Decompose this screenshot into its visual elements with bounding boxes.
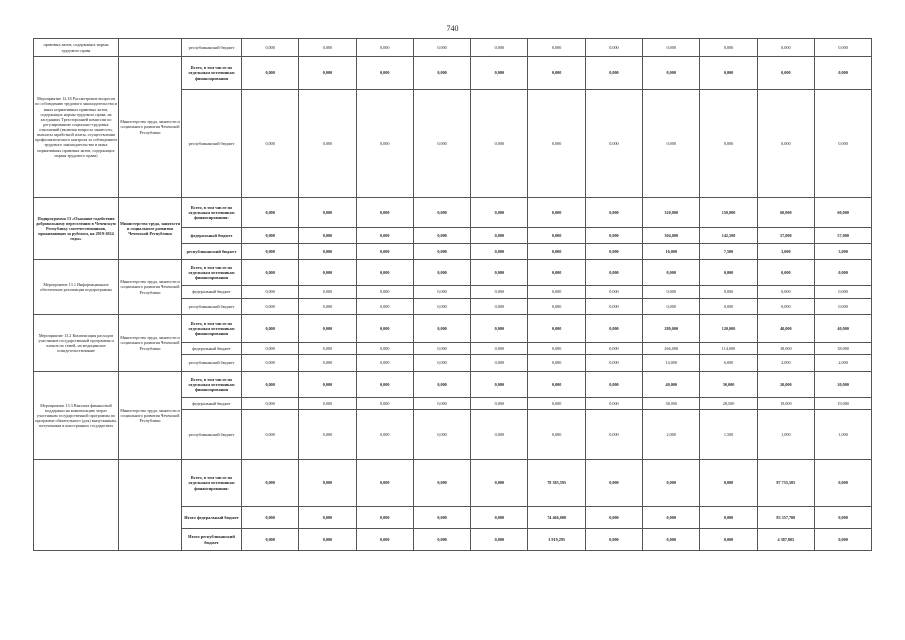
amount-cell: 0,000: [814, 39, 871, 57]
amount-cell: 0,000: [528, 372, 585, 398]
table-row: [34, 315, 872, 343]
amount-cell: 3,000: [757, 244, 814, 260]
table-row: [34, 39, 872, 57]
amount-cell: 0,000: [356, 372, 413, 398]
amount-cell: 0,000: [356, 355, 413, 372]
amount-cell: 0,000: [700, 39, 757, 57]
amount-cell: 20,000: [814, 372, 871, 398]
amount-cell: 0,000: [299, 57, 356, 90]
event-name-cell: правовых актов, содержащих нормы трудового права: [34, 39, 119, 57]
funding-source-cell: федеральный бюджет: [182, 286, 242, 299]
amount-cell: 0,000: [413, 90, 470, 198]
amount-cell: 0,000: [585, 57, 642, 90]
amount-cell: 7,500: [700, 244, 757, 260]
amount-cell: 0,000: [814, 507, 871, 529]
amount-cell: 0,000: [242, 372, 299, 398]
amount-cell: 0,000: [413, 372, 470, 398]
amount-cell: 2,000: [814, 355, 871, 372]
amount-cell: 0,000: [299, 198, 356, 228]
funding-source-cell: республиканский бюджет: [182, 299, 242, 315]
amount-cell: 0,000: [528, 244, 585, 260]
table-row: [34, 372, 872, 398]
amount-cell: 0,000: [528, 198, 585, 228]
amount-cell: 0,000: [585, 260, 642, 286]
funding-source-cell: Итого федеральный бюджет: [182, 507, 242, 529]
amount-cell: 0,000: [413, 410, 470, 460]
amount-cell: 0,000: [299, 244, 356, 260]
amount-cell: 14,000: [643, 355, 700, 372]
executor-cell: Министерство труда, занятости и социального развития Чеченской Республики: [119, 372, 182, 460]
amount-cell: 142,500: [700, 228, 757, 244]
amount-cell: 0,000: [528, 57, 585, 90]
amount-cell: 0,000: [299, 286, 356, 299]
amount-cell: 0,000: [356, 299, 413, 315]
amount-cell: 0,000: [643, 299, 700, 315]
funding-source-cell: республиканский бюджет: [182, 39, 242, 57]
amount-cell: 0,000: [299, 39, 356, 57]
funding-source-cell: Всего, в том числе по отдельным источникам финансирования: [182, 57, 242, 90]
amount-cell: 0,000: [413, 198, 470, 228]
amount-cell: 0,000: [413, 286, 470, 299]
amount-cell: 0,000: [413, 260, 470, 286]
amount-cell: 1,500: [700, 410, 757, 460]
amount-cell: 0,000: [585, 299, 642, 315]
event-name-cell: Мероприятие 12.18 Рассмотрение вопросов по соблюдению трудового законодательства и иных нормативных правовых актов, содержащих нормы трудового права, на заседаниях Трехсторонней комиссии по регулированию социально-трудовых отношений (включая вопросы занятости, выплаты заработной платы, осуществления профилактического контроля за соблюдением трудового законодательства и иных нормативных правовых актов, содержащих нормы трудового права): [34, 57, 119, 198]
amount-cell: 74 466,000: [528, 507, 585, 529]
amount-cell: 0,000: [585, 372, 642, 398]
amount-cell: 150,000: [700, 198, 757, 228]
event-name-cell: Мероприятие 13.2 Компенсация расходов участников государственной программы и членов их семей, на медицинское освидетельствование: [34, 315, 119, 372]
funding-source-cell: республиканский бюджет: [182, 355, 242, 372]
amount-cell: 38,000: [814, 343, 871, 355]
amount-cell: 120,000: [700, 315, 757, 343]
funding-source-cell: федеральный бюджет: [182, 343, 242, 355]
amount-cell: 0,000: [299, 372, 356, 398]
amount-cell: 0,000: [356, 57, 413, 90]
amount-cell: 0,000: [242, 39, 299, 57]
amount-cell: 0,000: [299, 410, 356, 460]
amount-cell: 0,000: [700, 299, 757, 315]
funding-source-cell: Всего, в том числе по отдельным источникам финансирования: [182, 260, 242, 286]
amount-cell: 2,000: [757, 355, 814, 372]
amount-cell: 0,000: [242, 355, 299, 372]
funding-source-cell: республиканский бюджет: [182, 410, 242, 460]
amount-cell: 0,000: [299, 398, 356, 410]
amount-cell: 87 755,505: [757, 460, 814, 507]
amount-cell: 0,000: [700, 529, 757, 551]
budget-table: [33, 38, 872, 551]
amount-cell: 0,000: [700, 260, 757, 286]
executor-cell: Министерство труда, занятости и социального развития Чеченской Республики: [119, 198, 182, 260]
funding-source-cell: Всего, в том числе по отдельным источникам финансирования:: [182, 460, 242, 507]
amount-cell: 0,000: [585, 244, 642, 260]
amount-cell: 0,000: [585, 315, 642, 343]
amount-cell: 0,000: [413, 315, 470, 343]
table-row: [34, 460, 872, 507]
executor-cell: Министерство труда, занятости и социального развития Чеченской Республики: [119, 260, 182, 315]
amount-cell: 19,000: [814, 398, 871, 410]
amount-cell: 0,000: [700, 286, 757, 299]
amount-cell: 0,000: [700, 460, 757, 507]
amount-cell: 40,000: [757, 315, 814, 343]
amount-cell: 2,000: [643, 410, 700, 460]
amount-cell: 0,000: [528, 315, 585, 343]
amount-cell: 0,000: [356, 507, 413, 529]
amount-cell: 320,000: [643, 198, 700, 228]
funding-source-cell: Всего, в том числе по отдельным источникам финансирования: [182, 372, 242, 398]
amount-cell: 0,000: [471, 460, 528, 507]
amount-cell: 0,000: [242, 460, 299, 507]
amount-cell: 0,000: [585, 529, 642, 551]
page-number: 740: [446, 24, 459, 33]
amount-cell: 0,000: [643, 507, 700, 529]
amount-cell: 0,000: [299, 355, 356, 372]
amount-cell: 0,000: [471, 315, 528, 343]
funding-source-cell: федеральный бюджет: [182, 398, 242, 410]
amount-cell: 0,000: [242, 198, 299, 228]
amount-cell: 0,000: [413, 39, 470, 57]
amount-cell: 304,000: [643, 228, 700, 244]
amount-cell: 0,000: [299, 315, 356, 343]
amount-cell: 0,000: [299, 90, 356, 198]
funding-source-cell: республиканский бюджет: [182, 90, 242, 198]
amount-cell: 0,000: [471, 260, 528, 286]
amount-cell: 0,000: [757, 57, 814, 90]
amount-cell: 0,000: [528, 398, 585, 410]
amount-cell: 0,000: [757, 299, 814, 315]
table-row: [34, 198, 872, 228]
amount-cell: 0,000: [814, 286, 871, 299]
amount-cell: 0,000: [471, 39, 528, 57]
amount-cell: 0,000: [757, 39, 814, 57]
amount-cell: 0,000: [299, 529, 356, 551]
amount-cell: 0,000: [471, 398, 528, 410]
amount-cell: 0,000: [356, 260, 413, 286]
amount-cell: 0,000: [757, 90, 814, 198]
amount-cell: 0,000: [356, 460, 413, 507]
amount-cell: 0,000: [585, 398, 642, 410]
amount-cell: 0,000: [242, 244, 299, 260]
amount-cell: 28,500: [700, 398, 757, 410]
amount-cell: 0,000: [413, 228, 470, 244]
amount-cell: 0,000: [585, 228, 642, 244]
amount-cell: 0,000: [643, 260, 700, 286]
amount-cell: 0,000: [585, 286, 642, 299]
amount-cell: 0,000: [471, 57, 528, 90]
amount-cell: 38,000: [757, 343, 814, 355]
amount-cell: 0,000: [299, 343, 356, 355]
amount-cell: 0,000: [471, 198, 528, 228]
funding-source-cell: федеральный бюджет: [182, 228, 242, 244]
amount-cell: 0,000: [356, 315, 413, 343]
amount-cell: 0,000: [528, 299, 585, 315]
amount-cell: 0,000: [471, 299, 528, 315]
amount-cell: 0,000: [242, 57, 299, 90]
amount-cell: 57,000: [757, 228, 814, 244]
amount-cell: 0,000: [242, 343, 299, 355]
amount-cell: 0,000: [356, 198, 413, 228]
amount-cell: 0,000: [413, 460, 470, 507]
amount-cell: 30,000: [700, 372, 757, 398]
amount-cell: 40,000: [814, 315, 871, 343]
amount-cell: 0,000: [585, 507, 642, 529]
funding-source-cell: республиканский бюджет: [182, 244, 242, 260]
amount-cell: 0,000: [757, 260, 814, 286]
amount-cell: 0,000: [585, 343, 642, 355]
amount-cell: 0,000: [413, 529, 470, 551]
amount-cell: 280,000: [643, 315, 700, 343]
amount-cell: 0,000: [643, 57, 700, 90]
amount-cell: 0,000: [585, 460, 642, 507]
event-name-cell: Мероприятие 13.3 Выплата финансовой поддержки на компенсацию затрат участникам государственной программы по программе обязательного (для) выпускникам, полученным в иностранных государствах: [34, 372, 119, 460]
amount-cell: 0,000: [814, 57, 871, 90]
amount-cell: 0,000: [413, 299, 470, 315]
amount-cell: 0,000: [528, 228, 585, 244]
amount-cell: 0,000: [585, 355, 642, 372]
amount-cell: 0,000: [700, 57, 757, 90]
amount-cell: 0,000: [814, 529, 871, 551]
amount-cell: 0,000: [471, 507, 528, 529]
amount-cell: 0,000: [814, 460, 871, 507]
amount-cell: 0,000: [757, 286, 814, 299]
funding-source-cell: Итого республиканский бюджет: [182, 529, 242, 551]
executor-cell: [119, 460, 182, 551]
amount-cell: 0,000: [471, 372, 528, 398]
amount-cell: 0,000: [700, 507, 757, 529]
amount-cell: 0,000: [299, 460, 356, 507]
amount-cell: 20,000: [757, 372, 814, 398]
amount-cell: 78 385,595: [528, 460, 585, 507]
amount-cell: 0,000: [643, 90, 700, 198]
amount-cell: 0,000: [471, 355, 528, 372]
amount-cell: 0,000: [356, 228, 413, 244]
amount-cell: 6,000: [700, 355, 757, 372]
amount-cell: 0,000: [814, 299, 871, 315]
amount-cell: 0,000: [356, 410, 413, 460]
amount-cell: 0,000: [643, 39, 700, 57]
executor-cell: [119, 39, 182, 57]
amount-cell: 0,000: [471, 410, 528, 460]
amount-cell: 1,000: [814, 410, 871, 460]
amount-cell: 0,000: [413, 398, 470, 410]
funding-source-cell: Всего, в том числе по отдельным источникам финансирования:: [182, 198, 242, 228]
amount-cell: 83 357,700: [757, 507, 814, 529]
amount-cell: 0,000: [299, 507, 356, 529]
amount-cell: 0,000: [242, 410, 299, 460]
amount-cell: 0,000: [413, 57, 470, 90]
amount-cell: 60,000: [757, 198, 814, 228]
amount-cell: 40,000: [643, 372, 700, 398]
amount-cell: 0,000: [242, 90, 299, 198]
amount-cell: 0,000: [528, 260, 585, 286]
table-row: [34, 260, 872, 286]
amount-cell: 0,000: [242, 299, 299, 315]
amount-cell: 0,000: [242, 398, 299, 410]
amount-cell: 19,000: [757, 398, 814, 410]
amount-cell: 0,000: [643, 286, 700, 299]
amount-cell: 0,000: [356, 286, 413, 299]
funding-source-cell: Всего, в том числе по отдельным источникам финансирования: [182, 315, 242, 343]
amount-cell: 0,000: [814, 260, 871, 286]
amount-cell: 0,000: [471, 343, 528, 355]
amount-cell: 0,000: [471, 529, 528, 551]
amount-cell: 0,000: [585, 39, 642, 57]
amount-cell: 3,000: [814, 244, 871, 260]
amount-cell: 0,000: [528, 343, 585, 355]
event-name-cell: Мероприятие 13.1 Информационное обеспечение реализации подпрограммы: [34, 260, 119, 315]
amount-cell: 0,000: [471, 286, 528, 299]
amount-cell: 0,000: [528, 90, 585, 198]
amount-cell: 0,000: [356, 244, 413, 260]
amount-cell: 0,000: [471, 244, 528, 260]
amount-cell: 0,000: [356, 39, 413, 57]
amount-cell: 0,000: [528, 355, 585, 372]
amount-cell: 0,000: [242, 260, 299, 286]
table-row: [34, 57, 872, 90]
amount-cell: 16,000: [643, 244, 700, 260]
event-name-cell: [34, 460, 119, 551]
amount-cell: 57,000: [814, 228, 871, 244]
amount-cell: 60,000: [814, 198, 871, 228]
amount-cell: 0,000: [643, 460, 700, 507]
amount-cell: 0,000: [585, 198, 642, 228]
amount-cell: 0,000: [471, 90, 528, 198]
event-name-cell: Подпрограмма 13 «Оказание содействия добровольному переселению в Чеченскую Республику соотечественников, проживающих за рубежом, на 2019-2024 годы»: [34, 198, 119, 260]
amount-cell: 0,000: [643, 529, 700, 551]
amount-cell: 0,000: [585, 410, 642, 460]
amount-cell: 0,000: [299, 299, 356, 315]
amount-cell: 1,000: [757, 410, 814, 460]
amount-cell: 0,000: [299, 228, 356, 244]
amount-cell: 38,000: [643, 398, 700, 410]
amount-cell: 0,000: [242, 228, 299, 244]
amount-cell: 0,000: [471, 228, 528, 244]
amount-cell: 0,000: [814, 90, 871, 198]
amount-cell: 0,000: [413, 343, 470, 355]
executor-cell: Министерство труда, занятости и социального развития Чеченской Республики: [119, 57, 182, 198]
amount-cell: 4 387,805: [757, 529, 814, 551]
amount-cell: 0,000: [356, 529, 413, 551]
amount-cell: 0,000: [356, 398, 413, 410]
amount-cell: 0,000: [700, 90, 757, 198]
amount-cell: 0,000: [413, 507, 470, 529]
amount-cell: 266,000: [643, 343, 700, 355]
amount-cell: 0,000: [528, 410, 585, 460]
amount-cell: 0,000: [585, 90, 642, 198]
amount-cell: 0,000: [528, 39, 585, 57]
amount-cell: 0,000: [242, 315, 299, 343]
amount-cell: 114,000: [700, 343, 757, 355]
executor-cell: Министерство труда, занятости и социального развития Чеченской Республики: [119, 315, 182, 372]
amount-cell: 0,000: [413, 244, 470, 260]
amount-cell: 0,000: [299, 260, 356, 286]
amount-cell: 0,000: [242, 529, 299, 551]
amount-cell: 0,000: [242, 507, 299, 529]
amount-cell: 0,000: [356, 343, 413, 355]
amount-cell: 0,000: [356, 90, 413, 198]
amount-cell: 0,000: [528, 286, 585, 299]
amount-cell: 3 919,295: [528, 529, 585, 551]
amount-cell: 0,000: [242, 286, 299, 299]
amount-cell: 0,000: [413, 355, 470, 372]
